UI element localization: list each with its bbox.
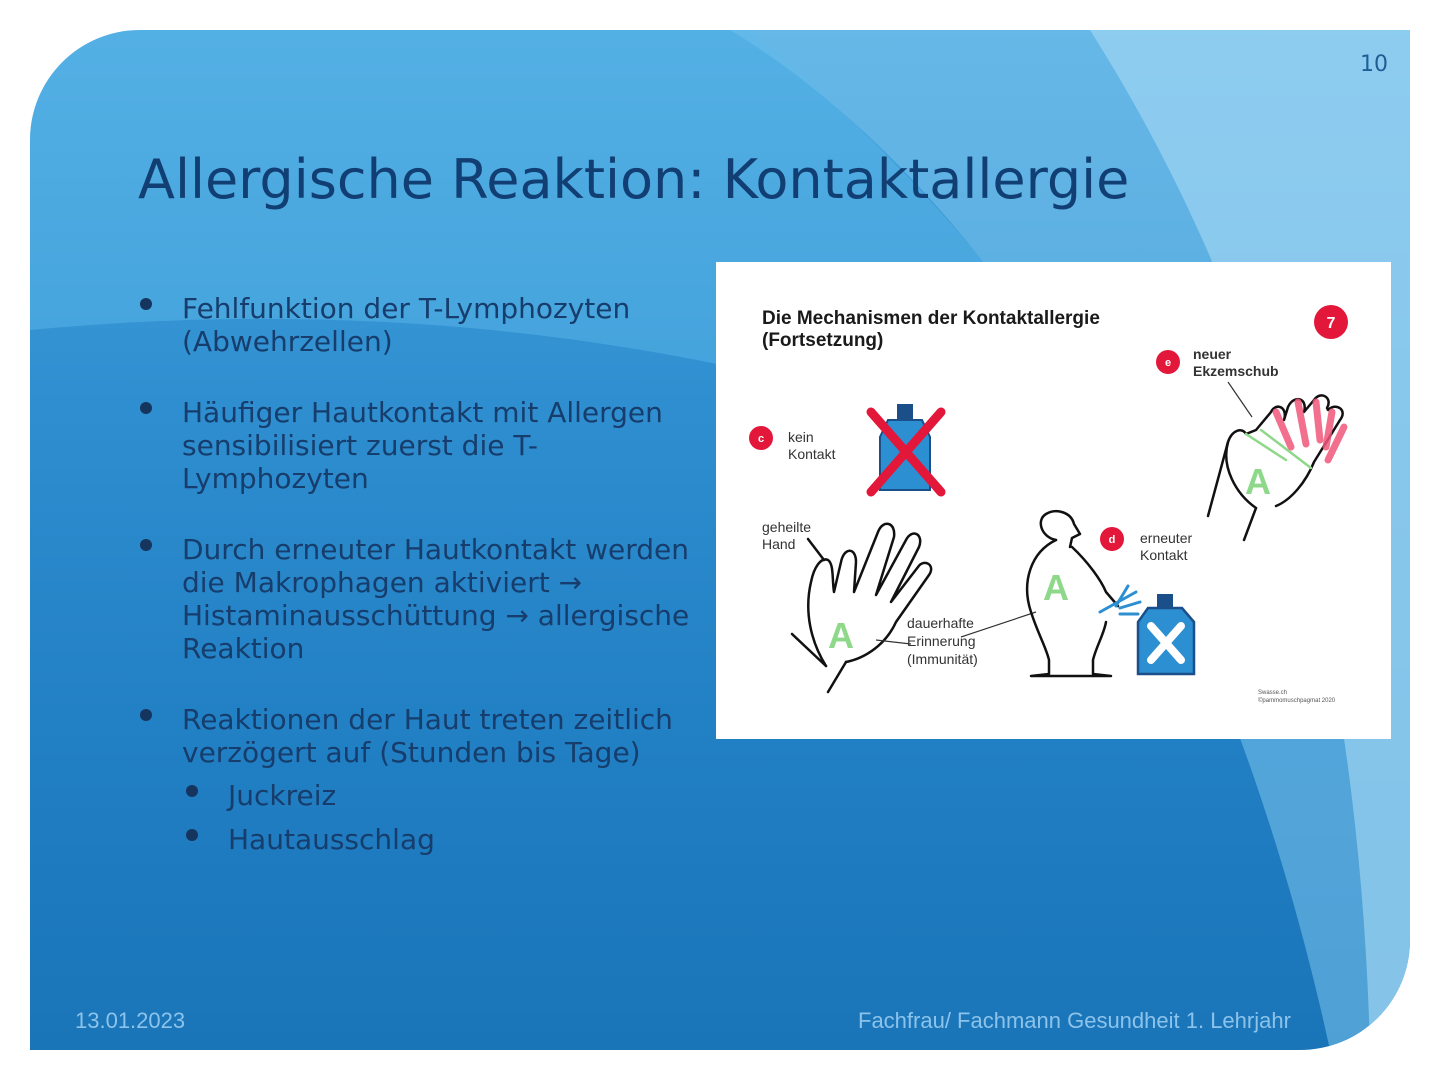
allergen-bottle-icon xyxy=(1138,594,1194,674)
bullet-list xyxy=(138,292,698,867)
sub-bullet-text: Hautausschlag xyxy=(228,823,435,856)
bullet-item xyxy=(138,292,698,358)
slide xyxy=(30,30,1410,1050)
label-ekzemschub: Ekzemschub xyxy=(1193,363,1279,379)
label-neuer: neuer xyxy=(1193,346,1232,362)
footer-date: 13.01.2023 xyxy=(75,1008,186,1033)
label-kontakt: Kontakt xyxy=(788,446,836,462)
bottle-no-contact-icon xyxy=(871,404,941,492)
badge-d: d xyxy=(1108,534,1116,546)
letter-a-healed-hand: A xyxy=(828,615,854,656)
bullet-dot-icon xyxy=(140,539,152,551)
sub-bullet-text: Juckreiz xyxy=(228,779,337,812)
page-number: 10 xyxy=(1360,52,1388,77)
bullet-dot-icon xyxy=(140,298,152,310)
credit-line1: Swasse.ch xyxy=(1258,690,1288,696)
label-kein: kein xyxy=(788,429,814,445)
label-hand: Hand xyxy=(762,536,796,552)
pointer-line xyxy=(1228,382,1252,417)
step-badge xyxy=(1314,305,1348,339)
label-geheilte: geheilte xyxy=(762,519,812,535)
badge-e: e xyxy=(1164,357,1172,369)
label-kontakt-2: Kontakt xyxy=(1140,547,1188,563)
label-erinnerung: Erinnerung xyxy=(907,633,976,649)
sub-bullet-list xyxy=(182,779,698,856)
figure-title-line2: (Fortsetzung) xyxy=(762,330,884,351)
bullet-dot-icon xyxy=(140,402,152,414)
sub-bullet-item xyxy=(182,779,698,812)
bullet-text: Reaktionen der Haut treten zeitlich verzögert auf (Stunden bis Tage) xyxy=(182,703,673,769)
bullet-dot-icon xyxy=(186,785,198,797)
eczema-hand-icon xyxy=(1208,395,1344,540)
badge-c: c xyxy=(757,433,765,445)
bullet-dot-icon xyxy=(186,829,198,841)
label-erneuter: erneuter xyxy=(1140,530,1193,546)
label-immunitaet: (Immunität) xyxy=(907,651,978,667)
bullet-text: Fehlfunktion der T-Lymphozyten (Abwehrzellen) xyxy=(182,292,631,358)
sub-bullet-item xyxy=(182,823,698,856)
letter-a-person: A xyxy=(1043,567,1069,608)
bullet-item xyxy=(138,533,698,665)
bullet-text: Durch erneuter Hautkontakt werden die Makrophagen aktiviert → Histaminausschüttung → allergische Reaktion xyxy=(182,533,690,665)
letter-a-eczema-hand: A xyxy=(1245,461,1271,502)
bullet-item xyxy=(138,703,698,856)
contact-allergy-diagram xyxy=(716,262,1391,739)
footer-course: Fachfrau/ Fachmann Gesundheit 1. Lehrjahr xyxy=(858,1008,1291,1033)
slide-title: Allergische Reaktion: Kontaktallergie xyxy=(138,148,1130,211)
figure-title-line1: Die Mechanismen der Kontaktallergie xyxy=(762,308,1100,329)
bullet-text: Häufiger Hautkontakt mit Allergen sensibilisiert zuerst die T-Lymphozyten xyxy=(182,396,663,495)
bullet-dot-icon xyxy=(140,709,152,721)
step-number: 7 xyxy=(1326,315,1336,332)
bullet-item xyxy=(138,396,698,495)
credit-line2: ©pammomuschpagmat 2020 xyxy=(1258,698,1336,704)
label-dauerhafte: dauerhafte xyxy=(907,615,974,631)
